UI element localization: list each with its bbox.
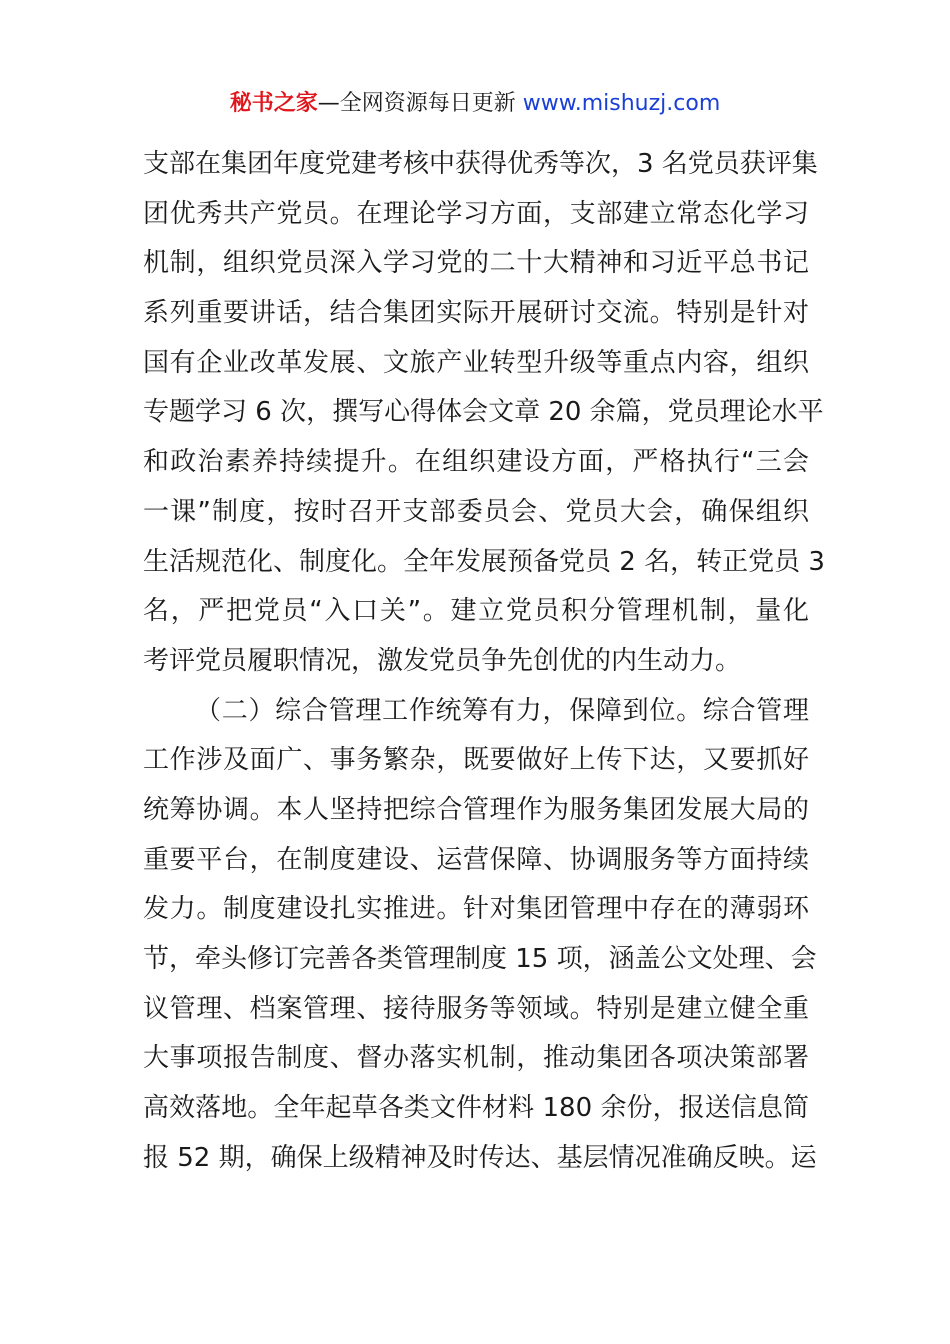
text-line: 高效落地。全年起草各类文件材料 180 余份，报送信息简 [143, 1093, 809, 1124]
text-line: 生活规范化、制度化。全年发展预备党员 2 名，转正党员 3 [143, 546, 825, 577]
site-header [0, 86, 950, 122]
site-brand: 秘书之家 [229, 91, 318, 116]
text-line: 国有企业改革发展、文旅产业转型升级等重点内容，组织 [143, 347, 809, 378]
text-line: 发力。制度建设扎实推进。针对集团管理中存在的薄弱环 [143, 894, 809, 925]
text-line: 统筹协调。本人坚持把综合管理作为服务集团发展大局的 [143, 794, 809, 825]
text-line: 重要平台，在制度建设、运营保障、协调服务等方面持续 [143, 844, 809, 875]
text-line: 和政治素养持续提升。在组织建设方面，严格执行“三会 [143, 447, 809, 478]
header-tagline: 全网资源每日更新 [339, 91, 516, 116]
text-line: 系列重要讲话，结合集团实际开展研讨交流。特别是针对 [143, 298, 809, 329]
text-line: 考评党员履职情况，激发党员争先创优的内生动力。 [143, 645, 742, 676]
text-line: 机制，组织党员深入学习党的二十大精神和习近平总书记 [143, 248, 809, 279]
text-line: 报 52 期，确保上级精神及时传达、基层情况准确反映。运 [143, 1142, 817, 1173]
text-line: 支部在集团年度党建考核中获得优秀等次，3 名党员获评集 [143, 149, 818, 179]
text-line: 节，牵头修订完善各类管理制度 15 项，涵盖公文处理、会 [143, 944, 817, 974]
document-body [143, 140, 825, 1183]
section-heading-line: （二）综合管理工作统筹有力，保障到位。综合管理 [195, 695, 809, 726]
text-line: 团优秀共产党员。在理论学习方面，支部建立常态化学习 [143, 198, 809, 229]
text-line: 专题学习 6 次，撰写心得体会文章 20 余篇，党员理论水平 [143, 397, 824, 428]
site-url-link[interactable]: www.mishuzj.com [522, 91, 721, 116]
text-line: 工作涉及面广、事务繁杂，既要做好上传下达，又要抓好 [143, 745, 809, 776]
header-separator: — [317, 91, 340, 116]
text-line: 议管理、档案管理、接待服务等领域。特别是建立健全重 [143, 993, 809, 1024]
text-line: 名，严把党员“入口关”。建立党员积分管理机制，量化 [143, 596, 809, 627]
text-line: 大事项报告制度、督办落实机制，推动集团各项决策部署 [143, 1043, 809, 1074]
text-line: 一课”制度，按时召开支部委员会、党员大会，确保组织 [143, 496, 809, 527]
